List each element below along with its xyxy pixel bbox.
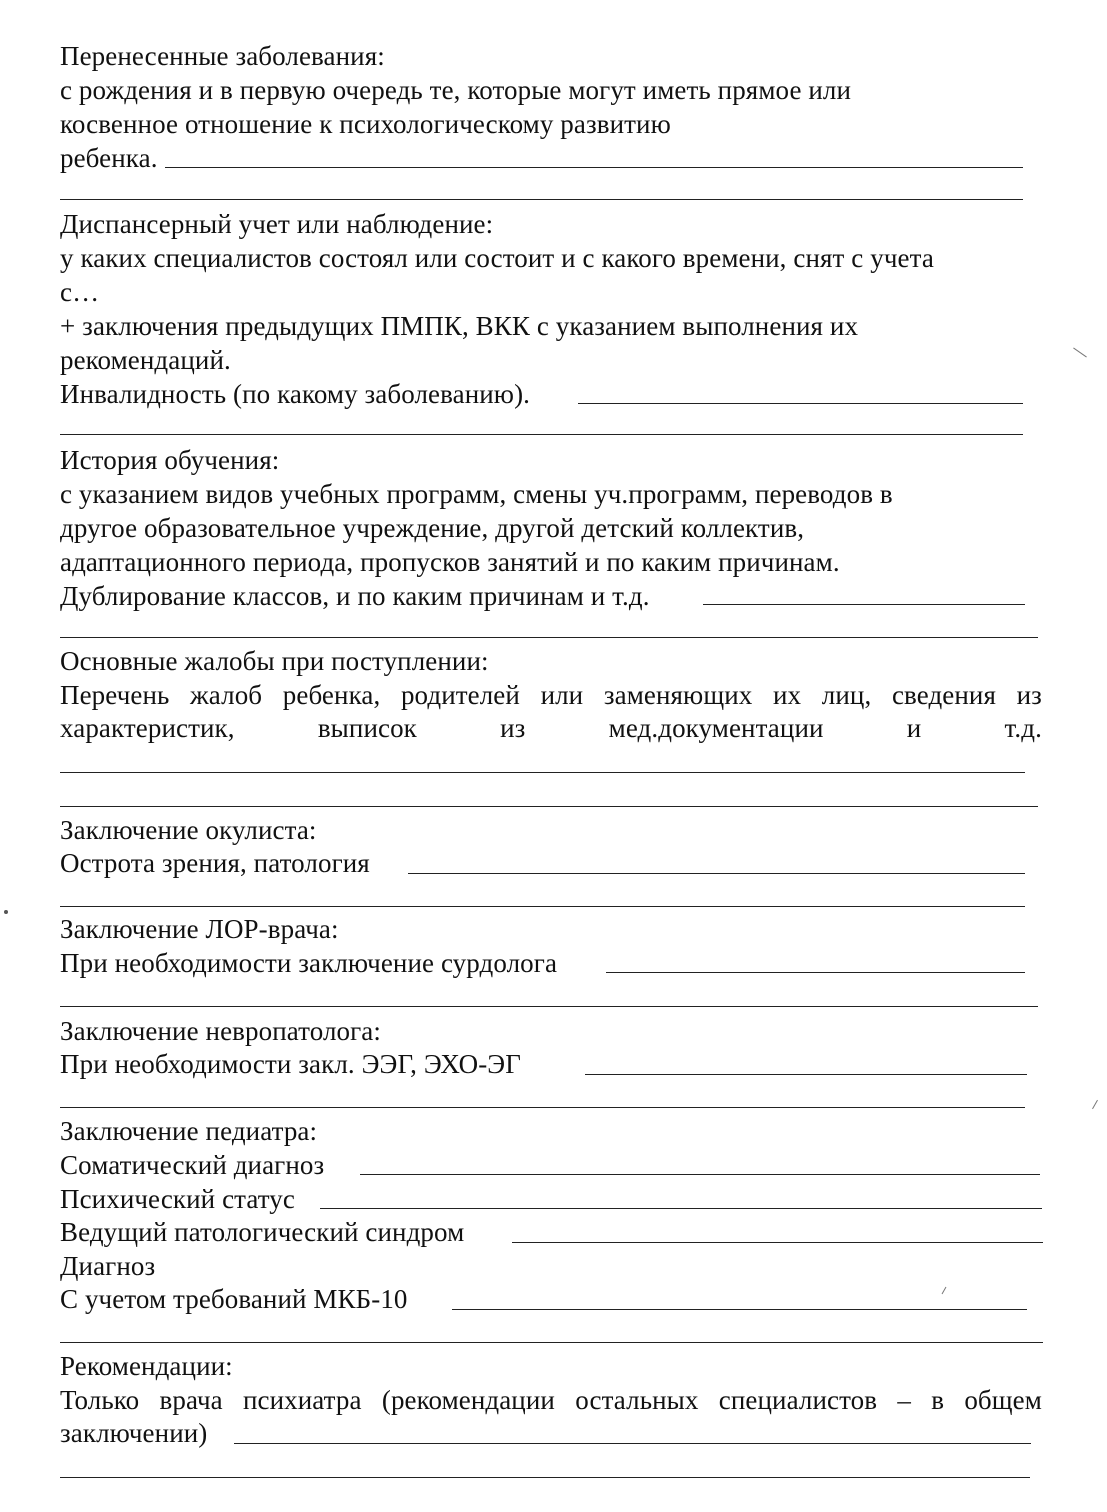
blank-answer-line[interactable]	[60, 806, 1038, 807]
blank-answer-line[interactable]	[60, 434, 1023, 435]
word: мед.документации	[608, 713, 824, 743]
word: специалистов	[718, 1385, 878, 1415]
word: родителей	[400, 680, 520, 710]
word: из	[500, 713, 526, 743]
scan-mark	[942, 1287, 947, 1294]
instruction-line: При необходимости заключение сурдолога	[60, 948, 558, 978]
instruction-line: Инвалидность (по какому заболеванию).	[60, 379, 531, 409]
blank-answer-line[interactable]	[703, 604, 1025, 605]
section-heading: История обучения:	[60, 445, 280, 475]
word: заменяющих	[603, 680, 753, 710]
instruction-line: С учетом требований МКБ-10	[60, 1284, 408, 1314]
instruction-line: адаптационного периода, пропусков занятий и по каким причинам.	[60, 547, 840, 577]
word: Только	[60, 1385, 140, 1415]
blank-answer-line[interactable]	[60, 1006, 1038, 1007]
blank-answer-line[interactable]	[234, 1443, 1031, 1444]
instruction-line: другое образовательное учреждение, другой детский коллектив,	[60, 513, 805, 543]
instruction-line: + заключения предыдущих ПМПК, ВКК с указанием выполнения их	[60, 311, 859, 341]
justified-instruction-line	[60, 679, 1042, 712]
word: врача	[159, 1385, 223, 1415]
justified-instruction-line	[60, 1384, 1042, 1417]
blank-answer-line[interactable]	[60, 772, 1025, 773]
blank-answer-line[interactable]	[60, 1107, 1025, 1108]
instruction-line: Острота зрения, патология	[60, 848, 370, 878]
blank-answer-line[interactable]	[60, 1477, 1030, 1478]
word: их	[773, 680, 802, 710]
instruction-line: Дублирование классов, и по каким причинам и т.д.	[60, 581, 650, 611]
instruction-line: с рождения и в первую очередь те, которые могут иметь прямое или	[60, 75, 852, 105]
justified-instruction-line	[60, 712, 1042, 745]
word: общем	[964, 1385, 1042, 1415]
blank-answer-line[interactable]	[585, 1074, 1027, 1075]
blank-answer-line[interactable]	[320, 1208, 1042, 1209]
instruction-line: Соматический диагноз	[60, 1150, 325, 1180]
word: Перечень	[60, 680, 170, 710]
word: жалоб	[190, 680, 263, 710]
word: выписок	[317, 713, 417, 743]
scan-mark	[1073, 348, 1087, 358]
scan-speck	[4, 910, 8, 914]
section-heading: Заключение педиатра:	[60, 1116, 318, 1146]
word: лиц,	[821, 680, 872, 710]
section-heading: Заключение ЛОР-врача:	[60, 914, 339, 944]
blank-answer-line[interactable]	[512, 1242, 1043, 1243]
word: или	[540, 680, 584, 710]
word: в	[931, 1385, 945, 1415]
word: (рекомендации	[381, 1385, 555, 1415]
section-heading: Заключение окулиста:	[60, 815, 317, 845]
word: т.д.	[1004, 713, 1042, 743]
blank-answer-line[interactable]	[60, 199, 1023, 200]
instruction-line: ребенка.	[60, 143, 158, 173]
section-heading: Перенесенные заболевания:	[60, 41, 385, 71]
instruction-line: косвенное отношение к психологическому развитию	[60, 109, 671, 139]
word: ребенка,	[282, 680, 381, 710]
blank-answer-line[interactable]	[578, 403, 1023, 404]
blank-answer-line[interactable]	[165, 167, 1023, 168]
blank-answer-line[interactable]	[360, 1174, 1040, 1175]
instruction-line: Психический статус	[60, 1184, 295, 1214]
instruction-line: заключении)	[60, 1418, 208, 1448]
blank-answer-line[interactable]	[606, 972, 1025, 973]
instruction-line: При необходимости закл. ЭЭГ, ЭХО-ЭГ	[60, 1049, 521, 1079]
section-heading: Заключение невропатолога:	[60, 1016, 381, 1046]
blank-answer-line[interactable]	[408, 873, 1025, 874]
instruction-line: рекомендаций.	[60, 345, 231, 375]
blank-answer-line[interactable]	[452, 1309, 1027, 1310]
word: сведения	[891, 680, 996, 710]
instruction-line: Диагноз	[60, 1251, 156, 1281]
section-heading: Диспансерный учет или наблюдение:	[60, 209, 494, 239]
word: –	[897, 1385, 911, 1415]
blank-answer-line[interactable]	[60, 1342, 1043, 1343]
instruction-line: Ведущий патологический синдром	[60, 1217, 465, 1247]
section-heading: Основные жалобы при поступлении:	[60, 646, 489, 676]
blank-answer-line[interactable]	[60, 637, 1038, 638]
word: остальных	[575, 1385, 699, 1415]
scan-mark	[1092, 1100, 1098, 1109]
instruction-line: с указанием видов учебных программ, смены уч.программ, переводов в	[60, 479, 893, 509]
word: из	[1016, 680, 1042, 710]
section-heading: Рекомендации:	[60, 1351, 233, 1381]
word: психиатра	[242, 1385, 362, 1415]
instruction-line: с…	[60, 277, 100, 307]
blank-answer-line[interactable]	[60, 906, 1025, 907]
word: и	[906, 713, 922, 743]
instruction-line: у каких специалистов состоял или состоит и с какого времени, снят с учета	[60, 243, 934, 273]
word: характеристик,	[60, 713, 235, 743]
